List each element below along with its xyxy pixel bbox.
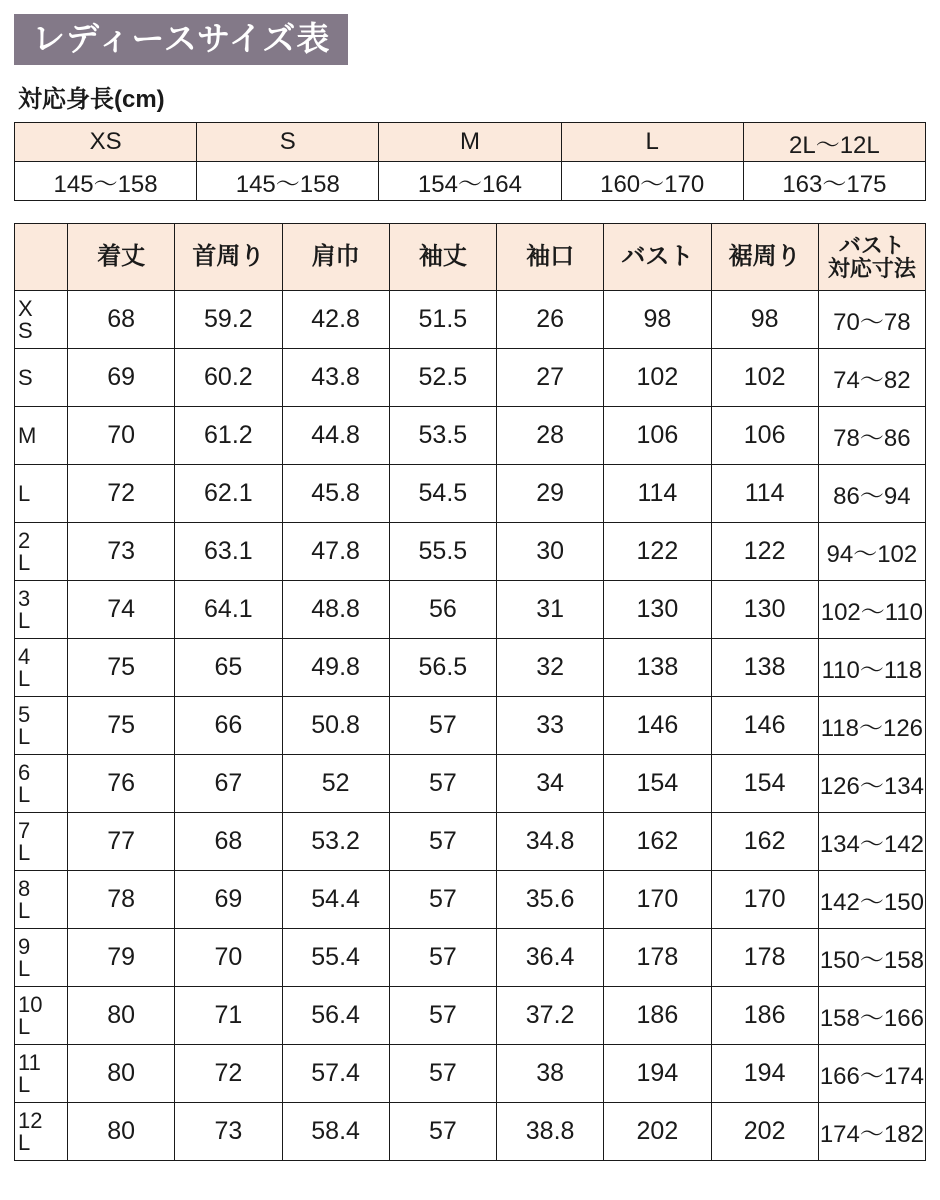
cell-sleeve-length: 57	[389, 697, 496, 755]
table-row	[15, 349, 926, 407]
cell-hem: 170	[711, 871, 818, 929]
cell-neck: 69	[175, 871, 282, 929]
cell-bust: 178	[604, 929, 711, 987]
row-size-line1: 8	[18, 875, 31, 901]
table-row	[15, 987, 926, 1045]
row-size-line1: 12	[18, 1107, 43, 1133]
size-table-wrap	[14, 223, 926, 1161]
cell-bust-fit: 134〜142	[818, 813, 925, 871]
cell-bust: 98	[604, 291, 711, 349]
cell-neck: 60.2	[175, 349, 282, 407]
cell-shoulder: 55.4	[282, 929, 389, 987]
row-size-label	[15, 581, 68, 639]
height-range-s: 145〜158	[197, 162, 379, 201]
table-row	[15, 639, 926, 697]
row-size-line2: L	[18, 1129, 31, 1155]
row-size-line1: 3	[18, 585, 31, 611]
cell-bust-fit: 102〜110	[818, 581, 925, 639]
cell-shoulder: 43.8	[282, 349, 389, 407]
height-header-xs: XS	[15, 123, 197, 162]
height-table-header-row	[15, 123, 926, 162]
cell-bust-fit: 78〜86	[818, 407, 925, 465]
cell-bust: 114	[604, 465, 711, 523]
height-header-m: M	[379, 123, 561, 162]
cell-shoulder: 49.8	[282, 639, 389, 697]
cell-shoulder: 42.8	[282, 291, 389, 349]
row-size-line1: 10	[18, 991, 43, 1017]
cell-shoulder: 57.4	[282, 1045, 389, 1103]
table-row	[15, 813, 926, 871]
cell-cuff: 31	[497, 581, 604, 639]
size-table-header-row	[15, 224, 926, 291]
cell-bust-fit: 86〜94	[818, 465, 925, 523]
cell-shoulder: 45.8	[282, 465, 389, 523]
cell-cuff: 26	[497, 291, 604, 349]
cell-length: 80	[68, 987, 175, 1045]
cell-length: 70	[68, 407, 175, 465]
cell-neck: 63.1	[175, 523, 282, 581]
table-row	[15, 929, 926, 987]
cell-bust-fit: 142〜150	[818, 871, 925, 929]
size-table-body	[15, 291, 926, 1161]
row-size-label	[15, 349, 68, 407]
cell-cuff: 36.4	[497, 929, 604, 987]
row-size-line2: L	[18, 1013, 31, 1039]
cell-length: 68	[68, 291, 175, 349]
table-row	[15, 697, 926, 755]
page-title: レディースサイズ表	[14, 14, 348, 65]
cell-length: 74	[68, 581, 175, 639]
row-size-line2: S	[18, 317, 33, 343]
cell-length: 79	[68, 929, 175, 987]
cell-sleeve-length: 57	[389, 929, 496, 987]
cell-hem: 178	[711, 929, 818, 987]
row-size-line2: L	[18, 897, 31, 923]
cell-neck: 65	[175, 639, 282, 697]
cell-shoulder: 58.4	[282, 1103, 389, 1161]
cell-sleeve-length: 57	[389, 987, 496, 1045]
cell-sleeve-length: 56.5	[389, 639, 496, 697]
cell-neck: 70	[175, 929, 282, 987]
cell-neck: 59.2	[175, 291, 282, 349]
row-size-label	[15, 291, 68, 349]
cell-cuff: 34	[497, 755, 604, 813]
cell-bust-fit: 94〜102	[818, 523, 925, 581]
row-size-line1: 5	[18, 701, 31, 727]
cell-sleeve-length: 56	[389, 581, 496, 639]
cell-sleeve-length: 52.5	[389, 349, 496, 407]
height-section-label: 対応身長(cm)	[18, 86, 165, 113]
cell-length: 72	[68, 465, 175, 523]
cell-bust-fit: 118〜126	[818, 697, 925, 755]
table-row	[15, 755, 926, 813]
cell-shoulder: 50.8	[282, 697, 389, 755]
cell-cuff: 29	[497, 465, 604, 523]
cell-cuff: 28	[497, 407, 604, 465]
cell-hem: 154	[711, 755, 818, 813]
cell-bust: 154	[604, 755, 711, 813]
cell-neck: 66	[175, 697, 282, 755]
cell-hem: 194	[711, 1045, 818, 1103]
cell-cuff: 38	[497, 1045, 604, 1103]
row-size-line2: L	[18, 665, 31, 691]
cell-shoulder: 56.4	[282, 987, 389, 1045]
column-header-bust-fit-line2: 対応寸法	[827, 256, 916, 281]
cell-shoulder: 52	[282, 755, 389, 813]
cell-hem: 122	[711, 523, 818, 581]
height-table-row	[15, 162, 926, 201]
cell-length: 78	[68, 871, 175, 929]
cell-bust: 202	[604, 1103, 711, 1161]
height-range-xs: 145〜158	[15, 162, 197, 201]
row-size-line2: L	[18, 723, 31, 749]
cell-neck: 71	[175, 987, 282, 1045]
row-size-label	[15, 929, 68, 987]
row-size-line1: 9	[18, 933, 31, 959]
cell-shoulder: 47.8	[282, 523, 389, 581]
row-size-label	[15, 407, 68, 465]
height-header-s: S	[197, 123, 379, 162]
row-size-line2: L	[18, 781, 31, 807]
cell-neck: 73	[175, 1103, 282, 1161]
cell-hem: 202	[711, 1103, 818, 1161]
row-size-label	[15, 465, 68, 523]
cell-neck: 72	[175, 1045, 282, 1103]
cell-length: 80	[68, 1103, 175, 1161]
cell-sleeve-length: 55.5	[389, 523, 496, 581]
cell-neck: 62.1	[175, 465, 282, 523]
row-size-line1: X	[18, 295, 33, 321]
cell-sleeve-length: 57	[389, 1103, 496, 1161]
row-size-label	[15, 813, 68, 871]
cell-hem: 138	[711, 639, 818, 697]
cell-length: 80	[68, 1045, 175, 1103]
cell-sleeve-length: 57	[389, 755, 496, 813]
row-size-line1: M	[18, 422, 37, 448]
cell-bust-fit: 74〜82	[818, 349, 925, 407]
cell-bust: 170	[604, 871, 711, 929]
cell-hem: 146	[711, 697, 818, 755]
cell-hem: 102	[711, 349, 818, 407]
column-header-bust-fit	[818, 224, 925, 291]
cell-cuff: 32	[497, 639, 604, 697]
cell-sleeve-length: 54.5	[389, 465, 496, 523]
cell-cuff: 37.2	[497, 987, 604, 1045]
cell-hem: 114	[711, 465, 818, 523]
table-row	[15, 291, 926, 349]
row-size-line1: 7	[18, 817, 31, 843]
cell-bust: 186	[604, 987, 711, 1045]
cell-neck: 68	[175, 813, 282, 871]
row-size-label	[15, 871, 68, 929]
row-size-line1: 11	[18, 1049, 41, 1075]
cell-length: 75	[68, 639, 175, 697]
cell-sleeve-length: 53.5	[389, 407, 496, 465]
cell-hem: 130	[711, 581, 818, 639]
row-size-line1: L	[18, 480, 31, 506]
row-size-line1: 6	[18, 759, 31, 785]
cell-neck: 61.2	[175, 407, 282, 465]
row-size-label	[15, 523, 68, 581]
cell-bust-fit: 70〜78	[818, 291, 925, 349]
column-header-cuff: 袖口	[497, 224, 604, 291]
cell-length: 77	[68, 813, 175, 871]
cell-shoulder: 48.8	[282, 581, 389, 639]
column-header-bust-fit-line1: バスト	[838, 232, 905, 258]
cell-cuff: 34.8	[497, 813, 604, 871]
cell-cuff: 27	[497, 349, 604, 407]
column-header-length: 着丈	[68, 224, 175, 291]
row-size-line2: L	[18, 1071, 31, 1097]
cell-sleeve-length: 57	[389, 871, 496, 929]
cell-neck: 64.1	[175, 581, 282, 639]
cell-neck: 67	[175, 755, 282, 813]
row-size-label	[15, 987, 68, 1045]
row-size-line2: L	[18, 549, 31, 575]
row-size-line2: L	[18, 607, 31, 633]
cell-bust-fit: 158〜166	[818, 987, 925, 1045]
cell-cuff: 38.8	[497, 1103, 604, 1161]
cell-bust: 194	[604, 1045, 711, 1103]
row-size-line2: L	[18, 839, 31, 865]
table-row	[15, 1045, 926, 1103]
cell-cuff: 35.6	[497, 871, 604, 929]
cell-bust-fit: 110〜118	[818, 639, 925, 697]
size-table	[14, 223, 926, 1161]
cell-bust-fit: 150〜158	[818, 929, 925, 987]
row-size-line1: 4	[18, 643, 31, 669]
cell-bust-fit: 174〜182	[818, 1103, 925, 1161]
column-header-sleeve-length: 袖丈	[389, 224, 496, 291]
column-header-neck: 首周り	[175, 224, 282, 291]
height-header-l: L	[561, 123, 743, 162]
cell-hem: 186	[711, 987, 818, 1045]
cell-bust-fit: 166〜174	[818, 1045, 925, 1103]
cell-cuff: 33	[497, 697, 604, 755]
row-size-label	[15, 1045, 68, 1103]
row-size-label	[15, 755, 68, 813]
cell-shoulder: 54.4	[282, 871, 389, 929]
cell-cuff: 30	[497, 523, 604, 581]
cell-bust: 130	[604, 581, 711, 639]
height-range-l: 160〜170	[561, 162, 743, 201]
cell-length: 76	[68, 755, 175, 813]
cell-sleeve-length: 57	[389, 813, 496, 871]
height-table	[14, 122, 926, 201]
column-header-bust: バスト	[604, 224, 711, 291]
row-size-label	[15, 697, 68, 755]
cell-bust: 102	[604, 349, 711, 407]
row-size-line1: S	[18, 364, 33, 390]
cell-sleeve-length: 57	[389, 1045, 496, 1103]
cell-hem: 98	[711, 291, 818, 349]
cell-bust: 146	[604, 697, 711, 755]
height-header-2l-12l: 2L〜12L	[743, 123, 925, 162]
table-row	[15, 871, 926, 929]
row-size-label	[15, 639, 68, 697]
cell-sleeve-length: 51.5	[389, 291, 496, 349]
table-row	[15, 523, 926, 581]
cell-bust-fit: 126〜134	[818, 755, 925, 813]
table-row	[15, 581, 926, 639]
cell-hem: 106	[711, 407, 818, 465]
height-range-m: 154〜164	[379, 162, 561, 201]
row-size-line2: L	[18, 955, 31, 981]
cell-bust: 122	[604, 523, 711, 581]
cell-hem: 162	[711, 813, 818, 871]
cell-shoulder: 53.2	[282, 813, 389, 871]
cell-shoulder: 44.8	[282, 407, 389, 465]
size-table-corner	[15, 224, 68, 291]
column-header-hem: 裾周り	[711, 224, 818, 291]
column-header-shoulder: 肩巾	[282, 224, 389, 291]
cell-length: 75	[68, 697, 175, 755]
cell-bust: 138	[604, 639, 711, 697]
row-size-line1: 2	[18, 527, 31, 553]
cell-length: 69	[68, 349, 175, 407]
cell-length: 73	[68, 523, 175, 581]
row-size-label	[15, 1103, 68, 1161]
table-row	[15, 465, 926, 523]
cell-bust: 106	[604, 407, 711, 465]
table-row	[15, 1103, 926, 1161]
height-range-2l-12l: 163〜175	[743, 162, 925, 201]
cell-bust: 162	[604, 813, 711, 871]
table-row	[15, 407, 926, 465]
